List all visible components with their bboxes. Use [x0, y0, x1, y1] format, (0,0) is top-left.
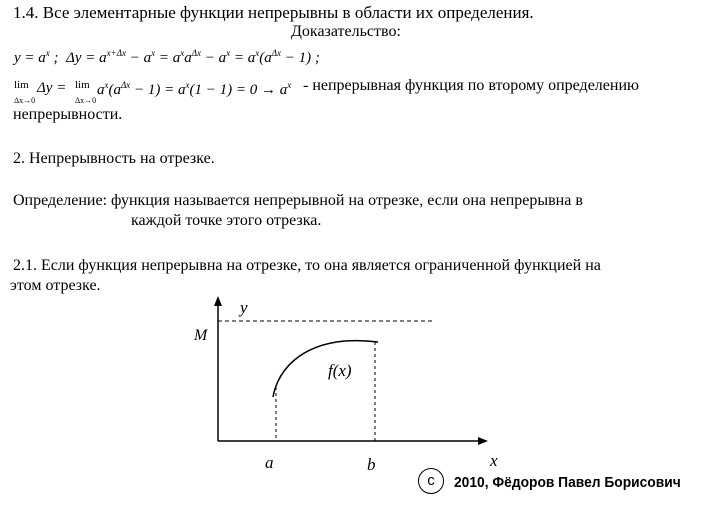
formula-limit-text: - непрерывная функция по второму определению — [303, 77, 639, 94]
limit-symbol-right: lim $_{\Delta x\to 0}$ — [75, 79, 97, 105]
continuity-word: непрерывности. — [13, 106, 123, 123]
theorem-line-2: этом отрезке. — [10, 277, 101, 294]
theorem-line-1: 2.1. Если функция непрерывна на отрезке, то она является ограниченной функцией на — [13, 257, 601, 274]
section-heading: 1.4. Все элементарные функции непрерывны в области их определения. — [13, 3, 534, 22]
point-b-label: b — [367, 455, 376, 474]
proof-label: Доказательство: — [291, 23, 401, 40]
point-a-label: a — [265, 453, 274, 472]
x-axis-arrow — [478, 437, 488, 445]
definition-line-1: Определение: функция называется непрерывной на отрезке, если она непрерывна в — [13, 192, 583, 209]
function-curve — [273, 341, 378, 397]
y-axis-label: y — [240, 298, 248, 317]
copyright-sign: c — [418, 468, 444, 494]
x-axis-label: x — [490, 451, 498, 470]
function-label: f(x) — [328, 361, 352, 380]
y-axis-arrow — [214, 296, 222, 306]
section-2-title: 2. Непрерывность на отрезке. — [13, 150, 215, 167]
formula-limit-rhs: $a^x(a^{\Delta x} - 1) = a^x(1 - 1) = 0 \to a^x$ — [97, 80, 292, 98]
author-signature: 2010, Фёдоров Павел Борисович — [454, 474, 681, 491]
formula-increment: $y = a^x$ ; $\Delta y = a^{x+\Delta x} - a^x = a^xa^{\Delta x} - a^x = a^x(a^{\Delta x} - 1)$ ; — [14, 48, 320, 66]
formula-limit: Δy = — [37, 80, 67, 96]
definition-line-2: каждой точке этого отрезка. — [131, 212, 322, 229]
limit-symbol-left: lim $_{\Delta x\to 0}$ — [14, 79, 36, 105]
bound-label-m: M — [194, 327, 208, 344]
